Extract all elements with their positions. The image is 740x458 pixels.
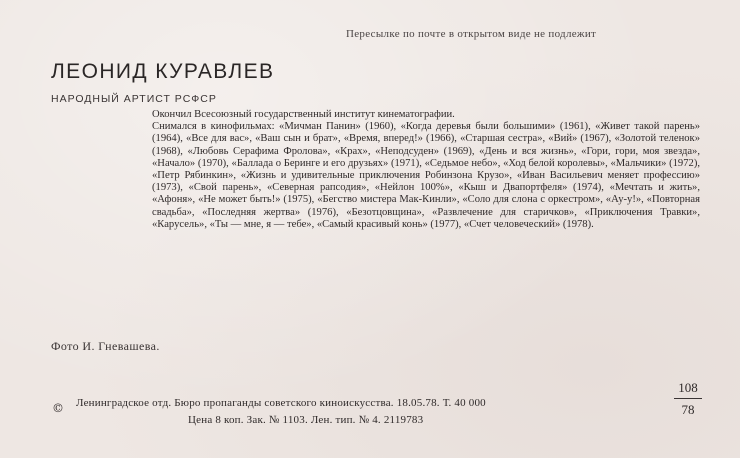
price-line: Цена 8 коп. Зак. № 1103. Лен. тип. № 4. 2119783 bbox=[188, 414, 424, 426]
publisher-line: Ленинградское отд. Бюро пропаганды советского киноискусства. 18.05.78. Т. 40 000 bbox=[76, 397, 486, 409]
actor-name: ЛЕОНИД КУРАВЛЕВ bbox=[51, 60, 275, 83]
photo-credit: Фото И. Гневашева. bbox=[51, 339, 160, 353]
postal-notice: Пересылке по почте в открытом виде не подлежит bbox=[346, 28, 597, 40]
fraction-divider bbox=[674, 398, 702, 399]
catalog-numerator: 108 bbox=[678, 380, 698, 395]
actor-title: НАРОДНЫЙ АРТИСТ РСФСР bbox=[51, 93, 217, 105]
catalog-denominator: 78 bbox=[681, 402, 695, 417]
biography bbox=[152, 109, 700, 231]
catalog-number bbox=[674, 380, 702, 418]
filmography-text: Снимался в кинофильмах: «Мичман Панин» (1960), «Когда деревья были большими» (1961), «Живет такой парень» (1964), «Все для вас», «Ваш сын и брат», «Время, вперед!» (1966), «Старшая сестра», «Вий» (1967), «Золотой теленок» (1968), «Любовь Серафима Фролова», «Крах», «Неподсуден» (1969), «День и вся жизнь», «Гори, гори, моя звезда», «Начало» (1970), «Баллада о Беринге и его друзьях» (1971), «Седьмое небо», «Ход белой королевы», «Мальчики» (1972), «Петр Рябинкин», «Жизнь и удивительные приключения Робинзона Крузо», «Иван Васильевич меняет профессию» (1973), «Свой парень», «Северная рапсодия», «Нейлон 100%», «Кыш и Двапортфеля» (1974), «Мечтать и жить», «Афоня», «Не может быть!» (1975), «Бегство мистера Мак-Кинли», «Соло для слона с оркестром», «Ау-у!», «Повторная свадьба», «Последняя жертва» (1976), «Безотцовщина», «Развлечение для старичков», «Приключения Травки», «Карусель», «Ты — мне, я — тебе», «Самый красивый конь» (1977), «Счет человеческий» (1978). bbox=[152, 121, 700, 230]
education-text: Окончил Всесоюзный государственный институт кинематографии. bbox=[152, 109, 455, 120]
copyright-icon: © bbox=[52, 401, 64, 415]
